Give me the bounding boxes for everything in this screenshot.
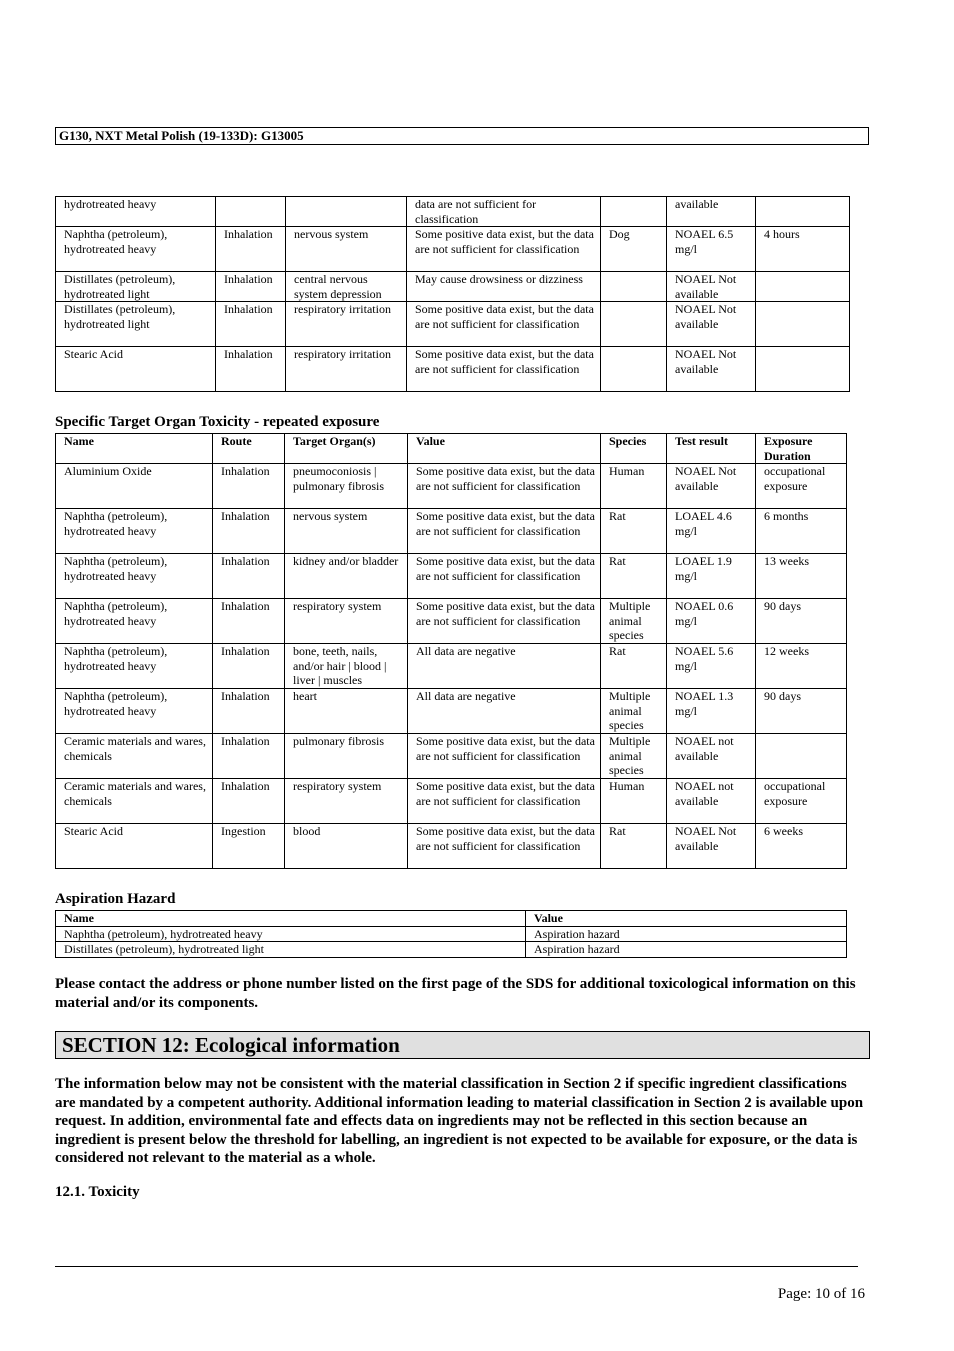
table-cell: Inhalation bbox=[213, 734, 285, 779]
table-cell: Distillates (petroleum), hydrotreated light bbox=[56, 942, 526, 958]
table-cell: Some positive data exist, but the data are not sufficient for classification bbox=[408, 599, 601, 644]
table-row bbox=[56, 644, 847, 689]
aspiration-hazard-title: Aspiration Hazard bbox=[55, 891, 176, 907]
table-cell: Some positive data exist, but the data are not sufficient for classification bbox=[407, 347, 601, 392]
table-cell bbox=[601, 272, 667, 302]
repeated-exposure-table bbox=[55, 433, 847, 869]
table-cell: Naphtha (petroleum), hydrotreated heavy bbox=[56, 689, 213, 734]
contact-note: Please contact the address or phone number listed on the first page of the SDS for additional toxicological information on this material and/or its components. bbox=[55, 976, 856, 1011]
table-cell: NOAEL Not available bbox=[667, 464, 756, 509]
table-cell: Some positive data exist, but the data are not sufficient for classification bbox=[408, 824, 601, 869]
table-cell: Inhalation bbox=[216, 272, 286, 302]
column-header: Name bbox=[56, 434, 213, 464]
ecological-disclaimer: The information below may not be consistent with the material classification in Section 2 if specific ingredient classifications are mandated by a competent authority. Additional information leading to material classification in Section 2 is available upon request. In addition, environmental fate and effects data on ingredients may not be reflected in this section because an ingredient is present below the threshold for labelling, an ingredient is not expected to be available for exposure, or the data is considered not relevant to the material as a whole. bbox=[55, 1076, 864, 1166]
table-cell: nervous system bbox=[285, 509, 408, 554]
table-row bbox=[56, 509, 847, 554]
table-cell bbox=[601, 302, 667, 347]
table-cell: Aluminium Oxide bbox=[56, 464, 213, 509]
table-cell: LOAEL 4.6 mg/l bbox=[667, 509, 756, 554]
table-cell: Inhalation bbox=[213, 779, 285, 824]
table-cell: Inhalation bbox=[216, 227, 286, 272]
column-header: Value bbox=[526, 911, 847, 927]
table-cell: data are not sufficient for classification bbox=[407, 197, 601, 227]
table-row bbox=[56, 926, 847, 942]
table-cell: Some positive data exist, but the data are not sufficient for classification bbox=[408, 779, 601, 824]
table-cell: respiratory irritation bbox=[286, 347, 407, 392]
table-cell: NOAEL 6.5 mg/l bbox=[667, 227, 756, 272]
table-row bbox=[56, 779, 847, 824]
table-cell bbox=[216, 197, 286, 227]
table-cell: All data are negative bbox=[408, 689, 601, 734]
table-cell: Rat bbox=[601, 509, 667, 554]
table-header-row bbox=[56, 911, 847, 927]
table-cell: blood bbox=[285, 824, 408, 869]
table-row bbox=[56, 272, 850, 302]
table-cell: NOAEL Not available bbox=[667, 824, 756, 869]
table-cell: hydrotreated heavy bbox=[56, 197, 216, 227]
aspiration-hazard-table bbox=[55, 910, 847, 958]
table-cell: NOAEL 1.3 mg/l bbox=[667, 689, 756, 734]
table-cell: Some positive data exist, but the data are not sufficient for classification bbox=[408, 464, 601, 509]
table-cell: NOAEL 5.6 mg/l bbox=[667, 644, 756, 689]
table-cell: bone, teeth, nails, and/or hair | blood | liver | muscles bbox=[285, 644, 408, 689]
toxicity-subheading: 12.1. Toxicity bbox=[55, 1184, 140, 1200]
table-cell: Aspiration hazard bbox=[526, 942, 847, 958]
table-cell bbox=[601, 197, 667, 227]
table-cell: Distillates (petroleum), hydrotreated light bbox=[56, 272, 216, 302]
table-cell: kidney and/or bladder bbox=[285, 554, 408, 599]
table-cell: All data are negative bbox=[408, 644, 601, 689]
table-cell: Multiple animal species bbox=[601, 734, 667, 779]
table-cell bbox=[756, 347, 850, 392]
table-cell: Human bbox=[601, 464, 667, 509]
table-cell: Some positive data exist, but the data are not sufficient for classification bbox=[408, 734, 601, 779]
aspiration-header bbox=[56, 911, 847, 927]
table-cell: 13 weeks bbox=[756, 554, 847, 599]
table-cell: Inhalation bbox=[213, 464, 285, 509]
table-cell: occupational exposure bbox=[756, 779, 847, 824]
table-cell: 90 days bbox=[756, 599, 847, 644]
table-cell: Multiple animal species bbox=[601, 689, 667, 734]
table-cell bbox=[601, 347, 667, 392]
column-header: Value bbox=[408, 434, 601, 464]
table-cell: available bbox=[667, 197, 756, 227]
table-cell: Some positive data exist, but the data are not sufficient for classification bbox=[407, 227, 601, 272]
table-cell: Naphtha (petroleum), hydrotreated heavy bbox=[56, 599, 213, 644]
table-cell: Ingestion bbox=[213, 824, 285, 869]
table-cell: Ceramic materials and wares, chemicals bbox=[56, 734, 213, 779]
table-cell: Some positive data exist, but the data are not sufficient for classification bbox=[408, 554, 601, 599]
table-row bbox=[56, 554, 847, 599]
table-cell: Inhalation bbox=[213, 509, 285, 554]
table-cell: Inhalation bbox=[213, 689, 285, 734]
table-cell: Distillates (petroleum), hydrotreated light bbox=[56, 302, 216, 347]
table-cell: Naphtha (petroleum), hydrotreated heavy bbox=[56, 926, 526, 942]
table-row bbox=[56, 347, 850, 392]
column-header: Exposure Duration bbox=[756, 434, 847, 464]
section-12-title: SECTION 12: Ecological information bbox=[55, 1031, 870, 1059]
column-header: Route bbox=[213, 434, 285, 464]
table-cell: 4 hours bbox=[756, 227, 850, 272]
table-row bbox=[56, 599, 847, 644]
table-cell: 6 months bbox=[756, 509, 847, 554]
table-cell: Multiple animal species bbox=[601, 599, 667, 644]
table-cell: respiratory system bbox=[285, 599, 408, 644]
table-cell bbox=[286, 197, 407, 227]
table-header-row bbox=[56, 434, 847, 464]
column-header: Target Organ(s) bbox=[285, 434, 408, 464]
table-cell: 6 weeks bbox=[756, 824, 847, 869]
table-row bbox=[56, 689, 847, 734]
table-cell: Ceramic materials and wares, chemicals bbox=[56, 779, 213, 824]
table-cell: Human bbox=[601, 779, 667, 824]
table-cell: Naphtha (petroleum), hydrotreated heavy bbox=[56, 227, 216, 272]
column-header: Test result bbox=[667, 434, 756, 464]
repeated-exposure-body bbox=[56, 464, 847, 869]
table-cell: Stearic Acid bbox=[56, 824, 213, 869]
table-cell: heart bbox=[285, 689, 408, 734]
table-cell: respiratory irritation bbox=[286, 302, 407, 347]
single-exposure-body bbox=[56, 197, 850, 392]
table-cell: nervous system bbox=[286, 227, 407, 272]
table-row bbox=[56, 734, 847, 779]
table-cell: 90 days bbox=[756, 689, 847, 734]
table-cell: Inhalation bbox=[213, 599, 285, 644]
table-cell: NOAEL Not available bbox=[667, 272, 756, 302]
table-cell: Naphtha (petroleum), hydrotreated heavy bbox=[56, 644, 213, 689]
table-cell: Stearic Acid bbox=[56, 347, 216, 392]
table-cell: Rat bbox=[601, 554, 667, 599]
table-cell: Dog bbox=[601, 227, 667, 272]
table-cell: NOAEL not available bbox=[667, 779, 756, 824]
table-cell: NOAEL Not available bbox=[667, 302, 756, 347]
table-cell: 12 weeks bbox=[756, 644, 847, 689]
table-cell bbox=[756, 734, 847, 779]
aspiration-body bbox=[56, 926, 847, 957]
repeated-exposure-title: Specific Target Organ Toxicity - repeated exposure bbox=[55, 414, 380, 430]
table-row bbox=[56, 227, 850, 272]
table-cell bbox=[756, 197, 850, 227]
table-row bbox=[56, 942, 847, 958]
table-cell: Inhalation bbox=[216, 347, 286, 392]
table-cell: Inhalation bbox=[216, 302, 286, 347]
table-row bbox=[56, 302, 850, 347]
table-cell: NOAEL 0.6 mg/l bbox=[667, 599, 756, 644]
table-cell: pneumoconiosis | pulmonary fibrosis bbox=[285, 464, 408, 509]
table-cell: Rat bbox=[601, 824, 667, 869]
table-cell: LOAEL 1.9 mg/l bbox=[667, 554, 756, 599]
table-cell bbox=[756, 302, 850, 347]
column-header: Name bbox=[56, 911, 526, 927]
table-cell: May cause drowsiness or dizziness bbox=[407, 272, 601, 302]
table-cell: occupational exposure bbox=[756, 464, 847, 509]
table-cell bbox=[756, 272, 850, 302]
table-row bbox=[56, 824, 847, 869]
repeated-exposure-header bbox=[56, 434, 847, 464]
table-cell: Naphtha (petroleum), hydrotreated heavy bbox=[56, 554, 213, 599]
table-cell: Rat bbox=[601, 644, 667, 689]
footer-divider bbox=[55, 1266, 858, 1267]
table-cell: Some positive data exist, but the data are not sufficient for classification bbox=[407, 302, 601, 347]
table-cell: NOAEL not available bbox=[667, 734, 756, 779]
table-cell: Aspiration hazard bbox=[526, 926, 847, 942]
column-header: Species bbox=[601, 434, 667, 464]
document-header-title: G130, NXT Metal Polish (19-133D): G13005 bbox=[55, 127, 869, 145]
table-cell: Inhalation bbox=[213, 644, 285, 689]
table-cell: respiratory system bbox=[285, 779, 408, 824]
table-cell: central nervous system depression bbox=[286, 272, 407, 302]
table-cell: Naphtha (petroleum), hydrotreated heavy bbox=[56, 509, 213, 554]
table-cell: Some positive data exist, but the data are not sufficient for classification bbox=[408, 509, 601, 554]
table-cell: NOAEL Not available bbox=[667, 347, 756, 392]
table-row bbox=[56, 464, 847, 509]
table-cell: pulmonary fibrosis bbox=[285, 734, 408, 779]
table-row bbox=[56, 197, 850, 227]
page-number: Page: 10 of 16 bbox=[777, 1286, 865, 1302]
single-exposure-table bbox=[55, 196, 850, 392]
table-cell: Inhalation bbox=[213, 554, 285, 599]
